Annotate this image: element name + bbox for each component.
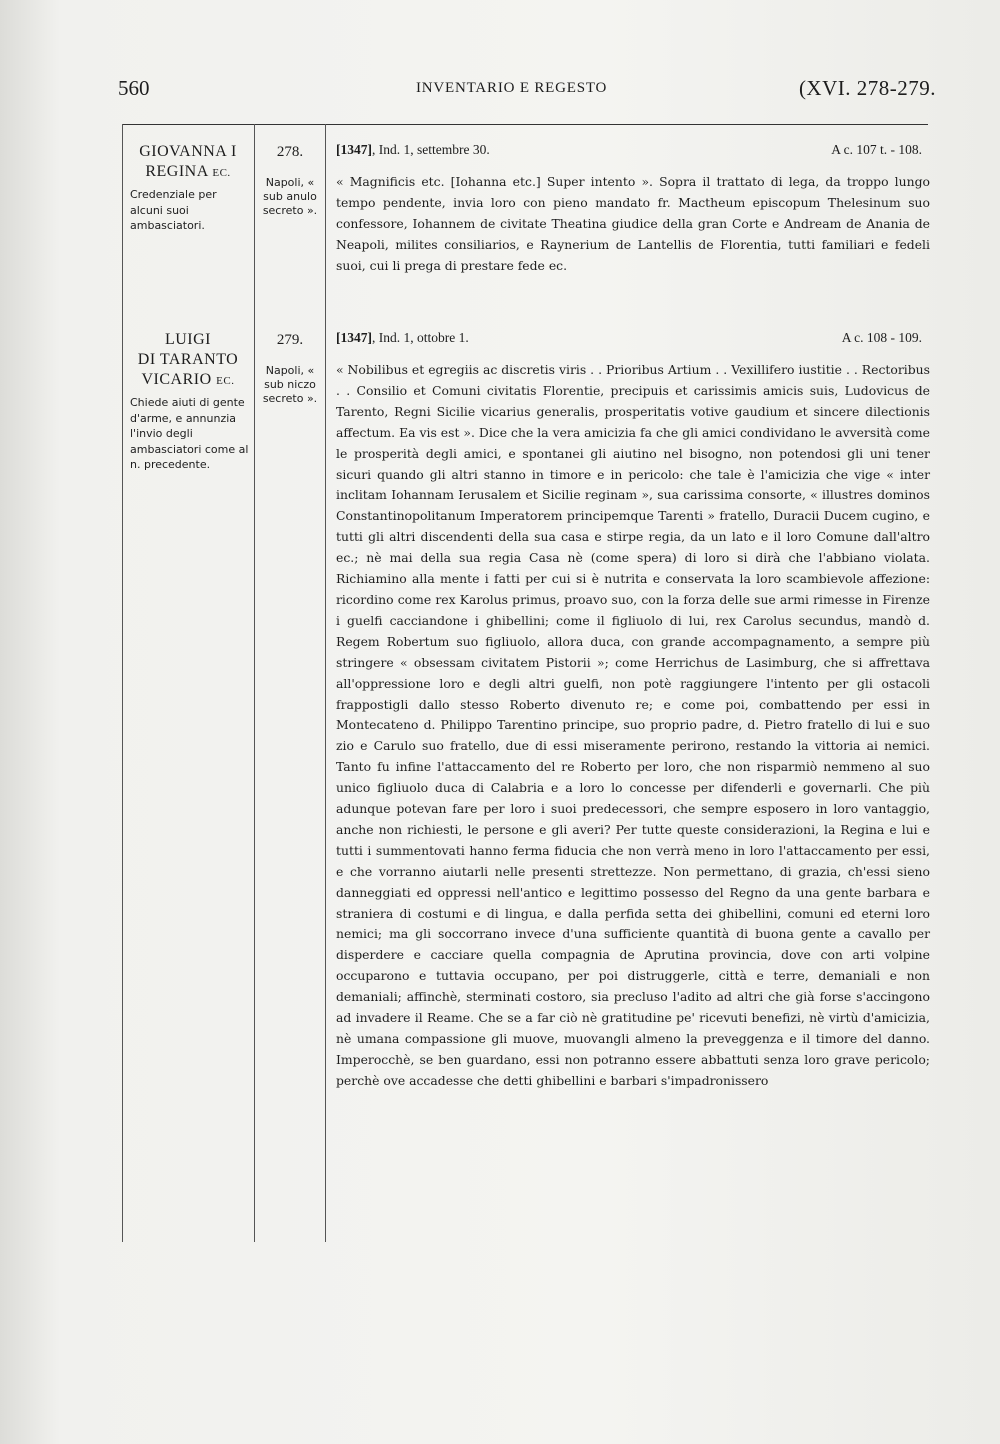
- running-range: (XVI. 278-279.: [798, 76, 936, 100]
- entry-date: , Ind. 1, ottobre 1.: [372, 330, 469, 345]
- entry-summary: Credenziale per alcuni suoi ambasciatori.: [130, 188, 217, 232]
- entry-summary: Chiede aiuti di gente d'arme, e annunzia l'invio degli ambasciatori come al n. precedente.: [130, 396, 249, 471]
- entry-name-column: [124, 142, 252, 234]
- entry-year: [1347]: [336, 330, 372, 345]
- entry-number-column: [258, 142, 322, 218]
- entry-text-column: [336, 142, 930, 277]
- entry-name-line: LUIGI: [164, 331, 212, 348]
- running-head: [118, 76, 936, 106]
- entry-date-row: [336, 142, 930, 164]
- entry-date: , Ind. 1, settembre 30.: [372, 142, 490, 157]
- entry-seal-note: Napoli, « sub niczo secreto ».: [262, 364, 318, 405]
- header-rule: [122, 124, 928, 125]
- entry-year: [1347]: [336, 142, 372, 157]
- entry-name-line: VICARIO EC.: [141, 371, 235, 388]
- column-rule-right: [325, 124, 326, 1242]
- entry-name-line: DI TARANTO: [137, 351, 239, 368]
- entry-name-suffix: EC.: [212, 167, 231, 179]
- entry-body-text: « Nobilibus et egregiis ac discretis viris . . Prioribus Artium . . Vexillifero iustitie . . Rectoribus . . Consilio et Comuni civitatis Florentie, precipuis et carissimis amicis suis, Ludovicus de Tarento, Regni Sicilie vicarius generalis, prosperitatis votive gaudium et sincere dilectionis affectum. Ea vis est ». Dice che la vera amicizia fa che gli amici condividano le avversità come le prosperità degli amici, e spontanei gli aiutino nel bisogno, non potendosi gli uni tener sicuri quando gli altri stanno in timore e in pericolo: che tale è l'amicizia che vige « inter inclitam Iohannam Ierusalem et Sicilie reginam », sua carissima consorte, « illustres dominos Constantinopolitanum Imperatorem principemque Tarenti » fratello, Duracii Ducem cugino, e tutti gli altri discendenti della sua casa e stirpe regia, da un lato e il loro Comune dall'altro ec.; nè mai della sua regia Casa nè (come spera) di loro si dirà che l'abbiano violata. Richiamino alla mente i fatti per cui si è nutrita e conservata la loro scambievole affezione: ricordino come rex Karolus primus, proavo suo, con la forza delle sue armi rimesse in Firenze i guelfi cacciandone i ghibellini; come il figliuolo di lui, rex Carolus secundus, mandò d. Regem Robertum suo figliuolo, allora duca, con grande accompagnamento, a sempre più stringere « obsessam civitatem Pistorii »; come Herrichus de Lasimburg, che si affrettava all'oppressione loro e degli altri guelfi, non potè raggiungere l'intento per gli ostacoli frappostigli dallo stesso Roberto divenuto re; e come poi, combattendo per essi in Montecateno d. Philippo Tarentino principe, suo proprio padre, d. Pietro fratello di lui e suo zio e Carulo suo fratello, due di essi miseramente perirono, restando la vittoria ai nemici. Tanto fu infine l'attaccamento del re Roberto per loro, che non risparmiò nemmeno al suo unico figliuolo duca di Calabria e a loro lo concesse per difenderli e governarli. Che più adunque potevan fare per loro i suoi predecessori, che sempre esposero in loro vantaggio, anche non richiesti, le persone e gli averi? Per tutte queste considerazioni, la Regina e lui e tutti i summentovati hanno ferma fiducia che non verrà meno in loro l'attaccamento per essi, e che vorranno aiutarli nelle presenti strettezze. Non permettano, di grazia, ch'essi sieno danneggiati ed oppressi nell'antico e legittimo possesso del Regno da una gente barbara e straniera di costumi e di lingua, e dalla perfida setta dei ghibellini, comuni ed eterni loro nemici; ma gli soccorrano invece d'una sufficiente quantità di buona gente a cavallo per disperdere e cacciare quella compagnia de Aprutina provincia, dove con arti volpine occuparono e tuttavia occupano, per poi distruggerle, città e terre, demaniali e non demaniali; affinchè, sterminati costoro, sia precluso l'adito ad altri che già forse s'accingono ad invadere il Reame. Che se a far ciò nè gratitudine pe' ricevuti benefizi, nè virtù d'amicizia, nè umana compassione gli muove, muovangli almeno la preveggenza e il timore del danno. Imperocchè, se ben guardano, essi non potranno essere abbattuti senza loro grave pericolo; perchè ove accadesse che detti ghibellini e barbari s'impadronissero: [336, 362, 930, 1088]
- entry-folio: A c. 108 - 109.: [841, 330, 922, 345]
- entry-date-row: [336, 330, 930, 352]
- entry-number: 279.: [276, 332, 304, 348]
- entry-name-line: REGINA EC.: [145, 163, 231, 180]
- entry-body-text: « Magnificis etc. [Iohanna etc.] Super intento ». Sopra il trattato di lega, da troppo lungo tempo pendente, invia loro con pieno mandato fr. Mactheum episcopum Thelesinum suo confessore, Iohannem de civitate Theatina giudice della gran Corte e Andream de Anania de Neapoli, milites consiliarios, e Raynerium de Lantellis de Florentia, tutti familiari e fedeli suoi, cui li prega di prestare fede ec.: [336, 174, 930, 273]
- entry-text-column: [336, 330, 930, 1092]
- page-number: 560: [118, 76, 150, 100]
- entry-number: 278.: [276, 144, 304, 160]
- entry-name-column: [124, 330, 252, 473]
- entry-folio: A c. 107 t. - 108.: [831, 142, 922, 157]
- column-rule-left: [122, 124, 123, 1242]
- entry-name-line: GIOVANNA I: [139, 143, 237, 160]
- column-rule-middle: [254, 124, 255, 1242]
- running-title: INVENTARIO E REGESTO: [416, 80, 608, 96]
- entry-number-column: [258, 330, 322, 406]
- entry-name-suffix: EC.: [216, 375, 235, 387]
- entry-seal-note: Napoli, « sub anulo secreto ».: [262, 176, 318, 217]
